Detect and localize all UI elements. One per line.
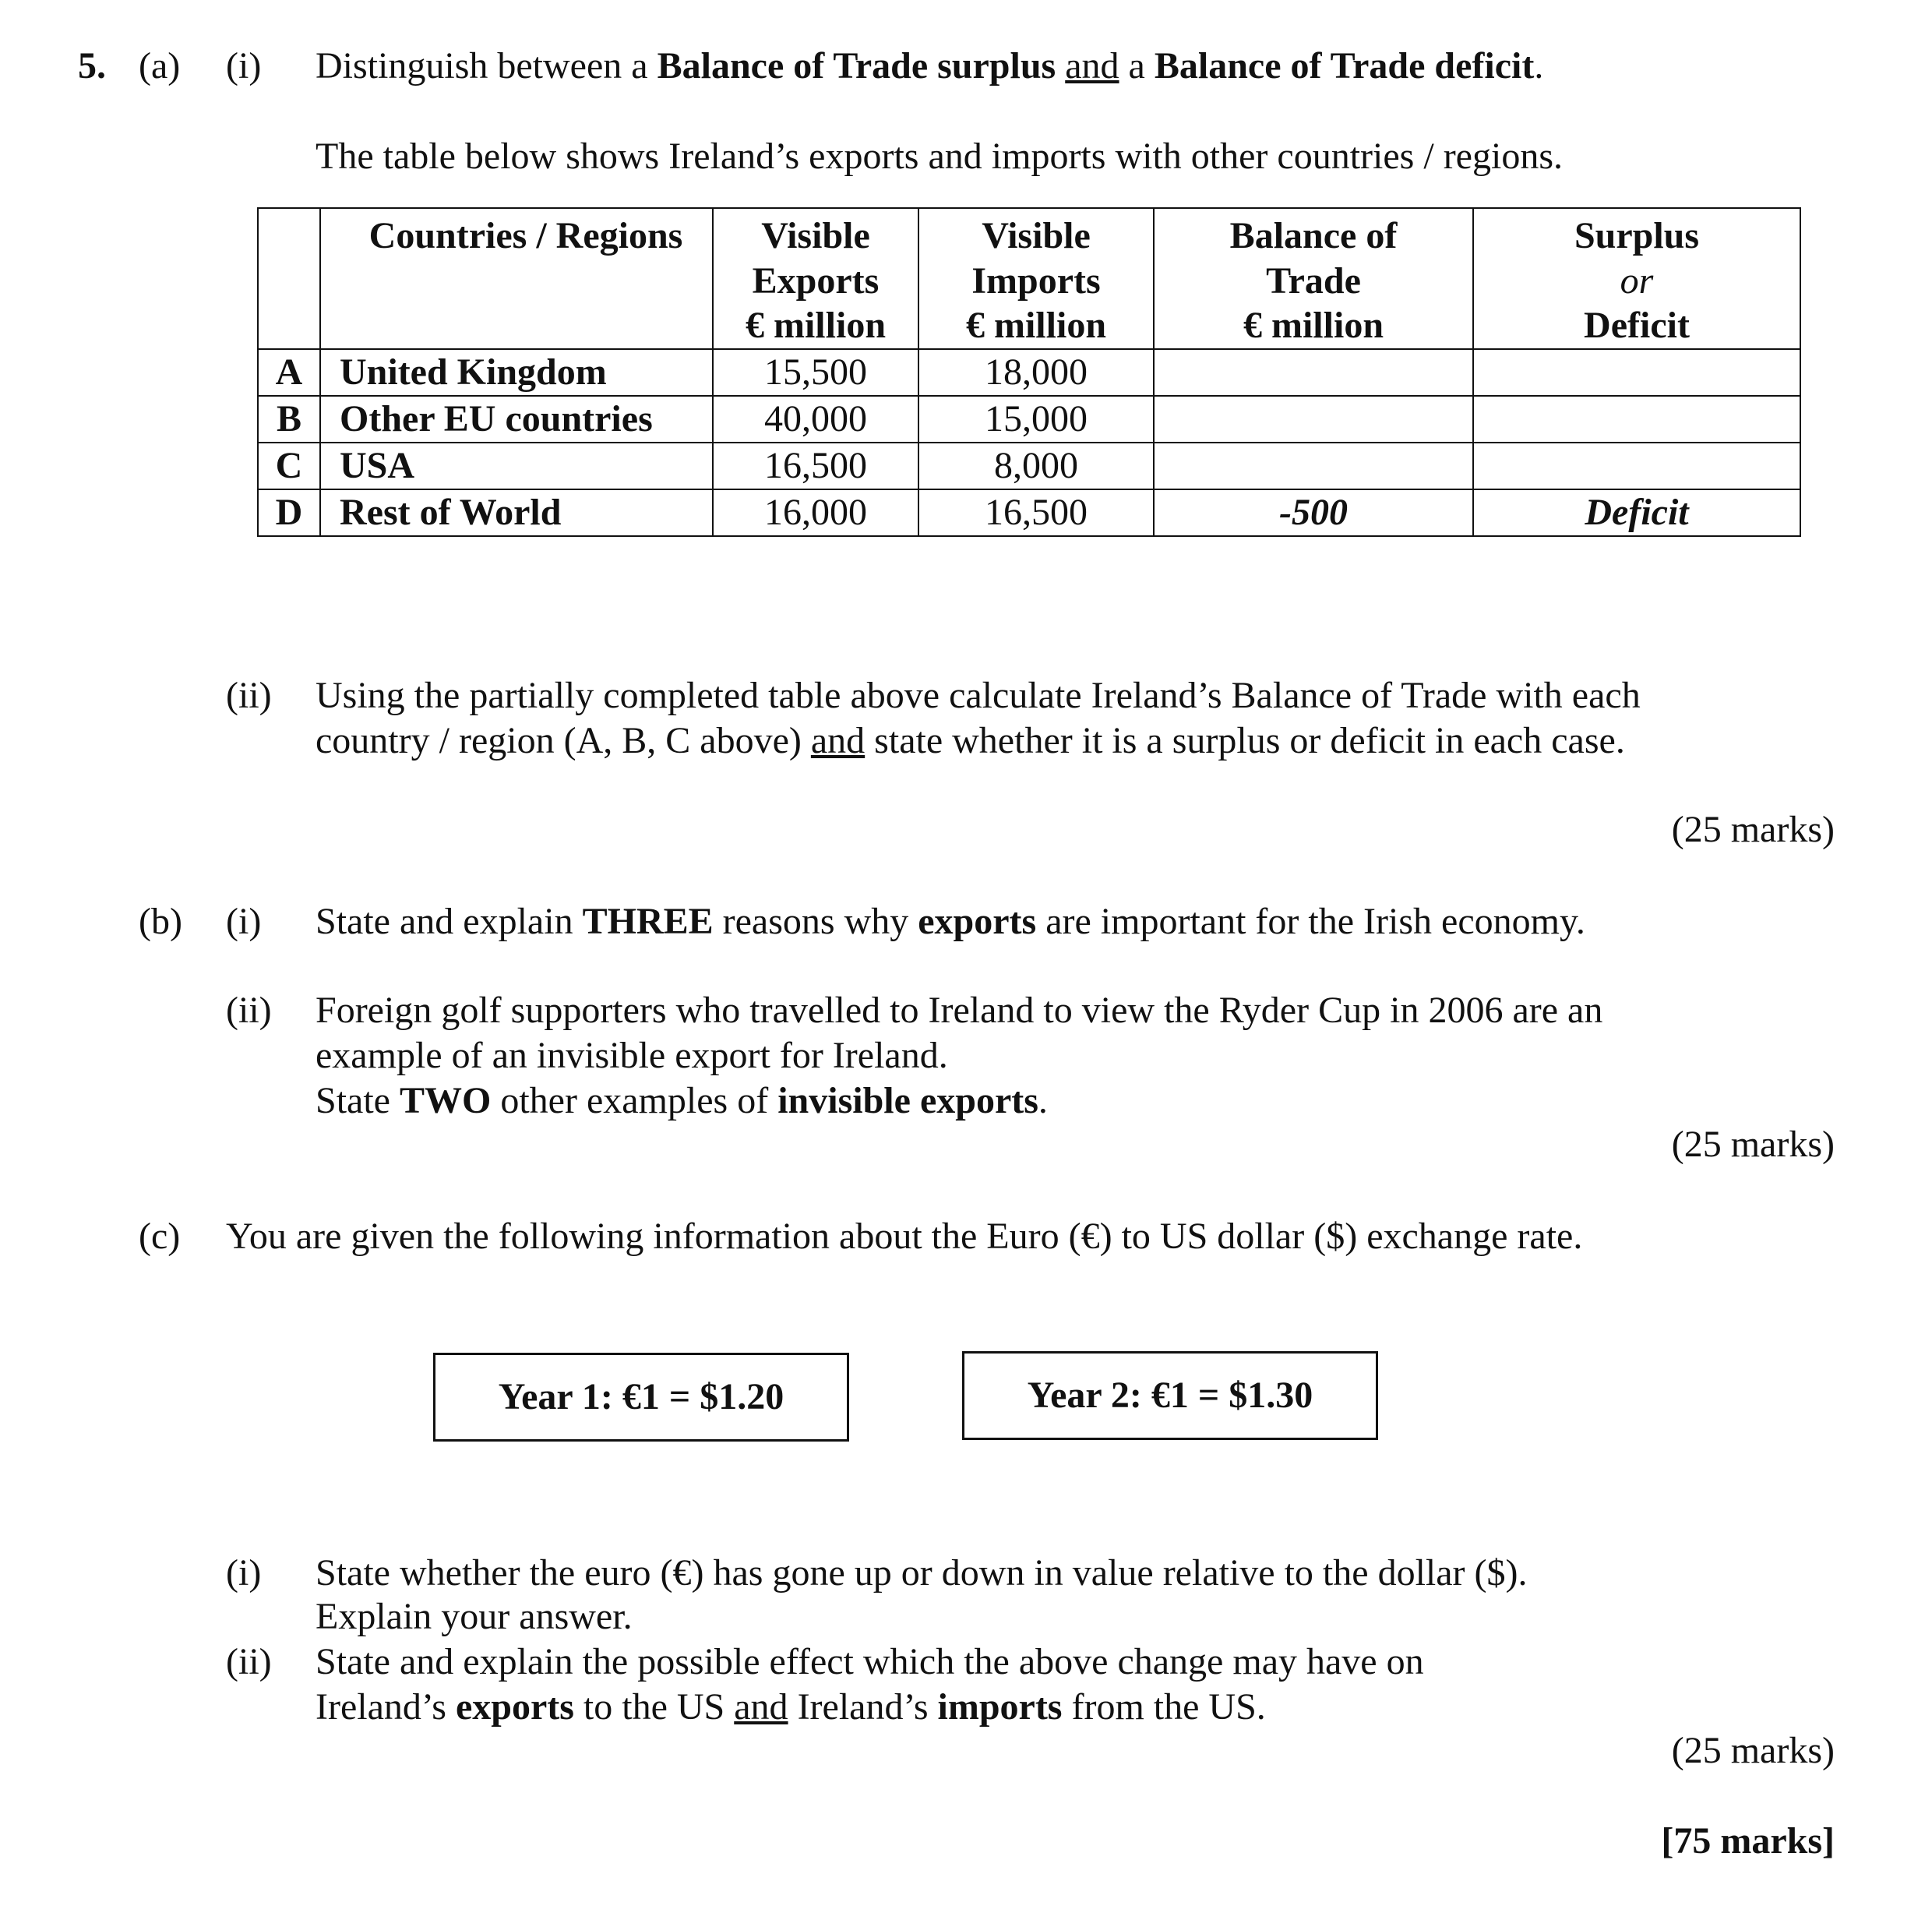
row-imports: 18,000	[918, 349, 1154, 396]
row-result	[1473, 349, 1800, 396]
part-c-intro: You are given the following information about the Euro (€) to US dollar ($) exchange rate.	[226, 1216, 1583, 1257]
row-country: Other EU countries	[320, 396, 713, 443]
exchange-rate-year1-box: Year 1: €1 = $1.20	[433, 1353, 849, 1442]
row-result	[1473, 443, 1800, 489]
part-c-ii-line1: State and explain the possible effect which the above change may have on	[316, 1641, 1424, 1682]
part-a-i-label: (i)	[226, 45, 262, 86]
row-result	[1473, 396, 1800, 443]
trade-table	[257, 207, 1801, 537]
row-balance	[1154, 396, 1473, 443]
part-b-ii-line2: example of an invisible export for Ireland.	[316, 1035, 948, 1076]
part-c-i-label: (i)	[226, 1552, 262, 1594]
header-surplus-deficit: Surplus or Deficit	[1473, 208, 1800, 349]
table-row	[258, 443, 1800, 489]
row-balance: -500	[1154, 489, 1473, 536]
total-marks: [75 marks]	[1661, 1820, 1835, 1862]
row-letter: C	[258, 443, 320, 489]
table-intro: The table below shows Ireland’s exports and imports with other countries / regions.	[316, 136, 1563, 177]
table-row	[258, 489, 1800, 536]
part-c-marks: (25 marks)	[1671, 1730, 1835, 1771]
part-c-ii-label: (ii)	[226, 1641, 272, 1682]
exchange-rate-year2-box: Year 2: €1 = $1.30	[962, 1351, 1378, 1440]
part-b-marks: (25 marks)	[1671, 1124, 1835, 1165]
row-country: United Kingdom	[320, 349, 713, 396]
row-exports: 15,500	[713, 349, 918, 396]
row-imports: 15,000	[918, 396, 1154, 443]
row-exports: 40,000	[713, 396, 918, 443]
part-c-ii-line2: Ireland’s exports to the US and Ireland’s imports from the US.	[316, 1686, 1266, 1728]
header-exports: Visible Exports € million	[713, 208, 918, 349]
part-b-ii-line1: Foreign golf supporters who travelled to Ireland to view the Ryder Cup in 2006 are an	[316, 990, 1603, 1031]
table-row	[258, 396, 1800, 443]
header-imports: Visible Imports € million	[918, 208, 1154, 349]
row-exports: 16,000	[713, 489, 918, 536]
row-country: Rest of World	[320, 489, 713, 536]
header-blank	[258, 208, 320, 349]
header-countries: Countries / Regions	[320, 208, 713, 349]
part-b-i-question: State and explain THREE reasons why exports are important for the Irish economy.	[316, 901, 1585, 942]
part-b-ii-line3: State TWO other examples of invisible exports.	[316, 1080, 1048, 1121]
row-letter: A	[258, 349, 320, 396]
header-balance: Balance of Trade € million	[1154, 208, 1473, 349]
row-balance	[1154, 349, 1473, 396]
part-a-ii-line2: country / region (A, B, C above) and state whether it is a surplus or deficit in each case.	[316, 720, 1625, 761]
part-b-ii-label: (ii)	[226, 990, 272, 1031]
row-country: USA	[320, 443, 713, 489]
row-letter: B	[258, 396, 320, 443]
part-a-i-question: Distinguish between a Balance of Trade surplus and a Balance of Trade deficit.	[316, 45, 1544, 86]
part-c-label: (c)	[139, 1216, 181, 1257]
row-imports: 16,500	[918, 489, 1154, 536]
part-b-label: (b)	[139, 901, 182, 942]
table-header-row	[258, 208, 1800, 349]
part-a-label: (a)	[139, 45, 181, 86]
part-a-ii-label: (ii)	[226, 675, 272, 716]
row-exports: 16,500	[713, 443, 918, 489]
part-a-ii-line1: Using the partially completed table above calculate Ireland’s Balance of Trade with each	[316, 675, 1641, 716]
row-result: Deficit	[1473, 489, 1800, 536]
question-number: 5.	[78, 45, 106, 86]
row-balance	[1154, 443, 1473, 489]
row-letter: D	[258, 489, 320, 536]
table-row	[258, 349, 1800, 396]
row-imports: 8,000	[918, 443, 1154, 489]
part-c-i-line1: State whether the euro (€) has gone up or down in value relative to the dollar ($).	[316, 1552, 1528, 1594]
part-c-i-line2: Explain your answer.	[316, 1596, 633, 1637]
part-a-marks: (25 marks)	[1671, 809, 1835, 850]
part-b-i-label: (i)	[226, 901, 262, 942]
